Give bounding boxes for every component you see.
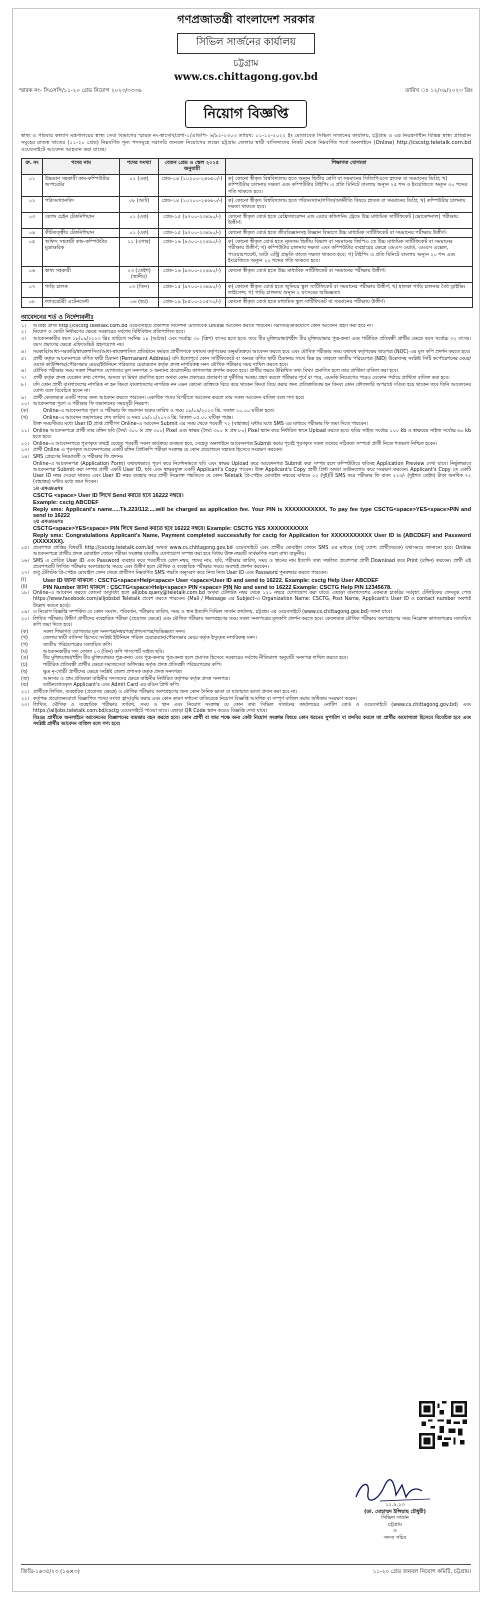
term-number: ১২। <box>21 441 29 447</box>
term-text: ক্ষুদ্র নৃ-গোষ্ঠী প্রার্থীদের ক্ষেত্রে সংশ্লিষ্ট জেলা প্রশাসক কর্তৃক প্রদত্ত সনদপত্র। <box>43 669 183 675</box>
footer-divider <box>21 1564 471 1565</box>
row-pay-grade: গ্রেড-১৪ (১০২০০-২৪৬৮০/-) <box>159 197 226 213</box>
committee-name: ১১-২০ গ্রেড জনবল নিয়োগ কমিটি, চট্টগ্রাম। <box>372 1569 471 1575</box>
term-text: শুধু টেলিটক প্রি-পেইড মোবাইল ফোন থেকে প্রার্থীগণ নিম্নবর্ণিত SMS পদ্ধতি অনুসরণ করে নিজ নিজ User ID এবং Password পুনরুদ্ধার করতে পারবেন। <box>33 571 328 577</box>
row-qualification: কোনো স্বীকৃত বোর্ড হতে উচ্চ মাধ্যমিক সার্টিফিকেট বা সমমানের পরীক্ষায় উত্তীর্ণ। <box>226 266 473 282</box>
table-row <box>22 197 473 213</box>
row-post-name: অফিস সহকারী কাম-কম্পিউটার মুদ্রাক্ষরিক <box>43 238 120 267</box>
term-text: Online-এ আবেদনপত্রে পূরণকৃত তথ্যই যেহেতু পরবর্তী সকল কার্যক্রমে ব্যবহৃত হবে, সেহেতু অনলাইনে আবেদনপত্র Submit করার পূর্বেই পূরণকৃত সকল তথ্যের সঠিকতা সম্পর্কে প্রার্থী নিজে শতভাগ নিশ্চিত হবেন। <box>33 441 437 447</box>
term-number: ২২। <box>21 696 29 702</box>
row-pay-grade: গ্রেড-১৫ (৯৭০০-২৩৪৯০/-) <box>159 228 226 237</box>
term-text: বিঃদ্রঃ প্রার্থীকে অনলাইনে আবেদনের বিজ্ঞাপনের ব্যয়ভার বহন করতে হবে। কোন প্রার্থী বা তার পক্ষে অন্য কেউ নিয়োগ সংক্রান্ত বিষয়ে কোন ধরনের সুপারিশ বা তদবির করলে তা প্রার্থীর অযোগ্যতা হিসেবে বিবেচিত হবে এবং সংশ্লিষ্ট প্রার্থীর আবেদন বাতিল বলে গণ্য হবে। <box>33 716 471 728</box>
table-header-row <box>22 159 473 175</box>
row-post-name: গাড়ি চালক <box>43 282 120 298</box>
term-item <box>21 422 471 428</box>
term-item <box>21 643 471 649</box>
term-item <box>21 663 471 669</box>
term-text: সকল শিক্ষাগত যোগ্যতার মূল সনদপত্র/নম্বরপত্র/প্রশংসাপত্র/অভিজ্ঞতা সনদ। <box>43 629 186 635</box>
term-text: SMS প্রেরণের নিয়মাবলী ও পরীক্ষার ফি প্রদানঃ <box>33 455 124 461</box>
term-text: জেলার স্থায়ী বাসিন্দা হিসেবে সংশ্লিষ্ট ইউনিয়ন পরিষদ চেয়ারম্যান/পৌরসভার মেয়র কর্তৃক ইস্যুকৃত নাগরিকত্ব সনদ। <box>43 636 257 642</box>
office-name: সিভিল সার্জনের কার্যালয় <box>177 33 314 54</box>
term-text: প্রার্থী কেবলমাত্র একটি পদের জন্য আবেদন করতে পারবেন। একাধিক পদের বিপরীতে আবেদন করলে তার সকল আবেদন বাতিল বলে গণ্য হবে। <box>33 395 305 401</box>
row-qualification: ক) কোনো স্বীকৃত বোর্ড হতে জুনিয়র স্কুল সার্টিফিকেট বা সমমানের পরীক্ষায় উত্তীর্ণ; খ) হালকা গাড়ি চালনার বৈধ ড্রাইভিং লাইসেন্স; গ) গাড়ি চালনায় অন্যূন ২ বৎসরের অভিজ্ঞতা। <box>226 282 473 298</box>
term-text: ২য় এসএমএসঃ <box>33 519 64 525</box>
signature-icon <box>350 1477 440 1505</box>
term-item <box>21 683 471 689</box>
row-serial: ০৭ <box>22 282 43 298</box>
term-number: ১৬। <box>21 558 29 564</box>
table-row <box>22 238 473 267</box>
row-post-count: ০১ (এক) <box>120 228 159 237</box>
row-pay-grade: গ্রেড-১৯ (৮৫০০-২০৫৭০/-) <box>159 298 226 307</box>
term-text: User ID জানা থাকলে : CSCTG<space>Help<space> User <space>User ID and send to 16222. Example: csctg Help User ABCDEF <box>43 578 379 584</box>
term-number: ৭। <box>21 376 26 382</box>
row-qualification: ক) কোনো স্বীকৃত বিশ্ববিদ্যালয় হতে পরিসংখ্যান/গণিত/অর্থনীতি বিষয়ে স্নাতক বা সমমানের ডিগ্রি; খ) কম্পিউটার চালনায় দক্ষতা থাকতে হবে। <box>226 197 473 213</box>
row-post-name: ল্যাবরেটরী এটেনডেন্ট <box>43 298 120 307</box>
row-post-count: ০১ (এক) <box>120 174 159 196</box>
city-name: চট্টগ্রাম <box>233 59 259 69</box>
term-item <box>21 402 471 408</box>
term-number: ২৩। <box>21 703 29 709</box>
term-item <box>21 416 471 422</box>
footer <box>21 1569 471 1577</box>
term-item <box>21 487 471 493</box>
table-row <box>22 228 473 237</box>
term-text: লিখিত, মৌখিক ও ব্যবহারিক পরীক্ষার তারিখ, সময় ও স্থান এবং নিয়োগ সংক্রান্ত যে কোন তথ্য সিভিল সার্জনের কার্যালয়ের নোটিশ বোর্ড ও ওয়েবসাইটে (www.cs.chittagong.gov.bd) এবং https://alljobs.teletalk.com.bd/csctg ওয়েবসাইটে পাওয়া যাবে। এছাড়া QR Code স্ক্যান করেও বিজ্ঞপ্তি দেখা যাবে। <box>33 703 471 715</box>
row-qualification: ক) কোনো স্বীকৃত বোর্ড হতে ন্যূনতম দ্বিতীয় বিভাগ বা সমমানের জিপিএ তে উচ্চ মাধ্যমিক সার্টিফিকেট বা সমমানের পরীক্ষায় উত্তীর্ণ; খ) কম্পিউটার চালনায় দক্ষতা এবং কম্পিউটার ব্যবহারের ক্ষেত্রে এমএস ওয়ার্ড, এমএস এক্সেল, পাওয়ারপয়েন্ট, ডাটা এন্ট্রি প্রভৃতি কাজে দক্ষতা থাকতে হবে; গ) টাইপিং এ প্রতি মিনিটে বাংলায় অন্যূন ২০ শব্দ এবং ইংরেজিতে অন্যূন ২০ শব্দের গতি থাকতে হবে। <box>226 238 473 267</box>
row-post-name: কোল্ড চেইন টেকনিশিয়ান <box>43 212 120 228</box>
posts-table-body <box>22 174 473 307</box>
term-item <box>21 330 471 336</box>
term-text: Online-এ আবেদন করতে কোনো অসুবিধা হলে alljobs.query@teletalk.com.bd অথবা টেলিটক নম্বর থেকে ১২১ নম্বরে যোগাযোগ করা যাবে। এছাড়া বাংলাদেশের একমাত্র চাকরির সর্ববৃহৎ টেলিটকের ফেসবুক পেজ https://www.facebook.com/alljobsbd Teletalk প্রবেশ করতে পারবেন। (Mail / Message এর Subject-এ Organization Name: CSCTG, Post Name, Applicant's User ID ও contact number অবশ্যই উল্লেখ করতে হবে)। <box>33 591 471 609</box>
term-text: আনসার ও গ্রাম প্রতিরক্ষা বাহিনীর সদস্যদের ক্ষেত্রে বাহিনীর নির্ধারিত কর্তৃপক্ষ কর্তৃক প্রদত্ত সনদপত্র। <box>43 676 230 682</box>
term-number <box>21 422 33 428</box>
memo-line <box>19 88 473 96</box>
table-row <box>22 174 473 196</box>
row-post-count: ২৩ (তেইশ) (স্থানীয়) <box>120 266 159 282</box>
term-text: মৌখিক পরীক্ষার সময় সকল শিক্ষাগত যোগ্যতার মূল সনদপত্র ও অন্যান্য প্রয়োজনীয় কাগজপত্র প্রদর্শন করতে হবে। প্রার্থীর ফরমে উল্লিখিত তথ্য মিথ্যা প্রমাণিত হলে তার প্রার্থিতা বাতিল করা হবে। <box>33 369 399 375</box>
term-item <box>21 357 471 369</box>
term-item <box>21 716 471 728</box>
term-item <box>21 429 471 441</box>
term-item <box>21 409 471 415</box>
term-number: ৪। <box>21 349 26 355</box>
row-post-name: উচ্চমান সহকারী কাম-কম্পিউটার অপারেটর <box>43 174 120 196</box>
term-number: (i) <box>21 578 27 583</box>
term-text: শারীরিক প্রতিবন্ধী প্রার্থীর ক্ষেত্রে সমাজসেবা অধিদপ্তর কর্তৃক প্রদত্ত প্রতিবন্ধী পরিচয়পত্রের কপি। <box>43 663 222 669</box>
term-item <box>21 493 471 499</box>
row-qualification: ক) কোনো স্বীকৃত বিশ্ববিদ্যালয় হতে অন্যূন দ্বিতীয় শ্রেণি বা সমমানের সিজিপিএতে স্নাতক বা সমমানের ডিগ্রি; খ) কম্পিউটার চালনায় দক্ষতা এবং কম্পিউটার টাইপিং এ প্রতি মিনিটে বাংলায় অন্যূন ২৫ শব্দ ও ইংরেজিতে অন্যূন ৩০ শব্দের গতি থাকতে হবে। <box>226 174 473 196</box>
table-header: ক্র. নং <box>22 159 43 175</box>
term-text: Reply sms: Congratulations Applicant's Name, Payment completed successfully for csctg for Application for XXXXXXXXXXX User ID is (ABCDEF) and Password (XXXXXXX). <box>33 532 471 546</box>
term-text: Online-এ আবেদনপত্র পূরণ ও পরীক্ষার ফি জমাদান শুরুর তারিখ ও সময় ১৮/০৯/২০২৩ খ্রি. সকাল ১০.০০ ঘটিকা হতে। <box>43 408 275 414</box>
term-text: জাতীয় পরিচয়পত্রের সত্যায়িত কপি। <box>43 643 113 649</box>
term-text: আবেদনপত্র পূরণ ও পরীক্ষার ফি জমাদানের সময়সূচী নিম্নরূপ: <box>33 402 150 408</box>
table-row <box>22 298 473 307</box>
term-number: ১৮। <box>21 591 29 597</box>
signatory-city: চট্টগ্রাম <box>388 1521 402 1528</box>
term-text: প্রার্থী Online এ পূরণকৃত আবেদনপত্রের একটি রঙ্গিন প্রিন্টকপি পরীক্ষা সংক্রান্ত যে কোন প্রয়োজনে সহায়ক হিসেবে সংরক্ষণ করবেন। <box>33 448 283 454</box>
term-number: (চ) <box>21 663 28 669</box>
row-pay-grade: গ্রেড-১৪ (১০২০০-২৪৬৮০/-) <box>159 174 226 196</box>
term-number: ২। <box>21 330 26 336</box>
signatory-conjunction: ও <box>393 1528 397 1534</box>
row-pay-grade: গ্রেড-১৫ (৯৭০০-২৩৪৯০/-) <box>159 212 226 228</box>
term-number <box>21 526 33 532</box>
term-item <box>21 585 471 591</box>
term-text: প্রার্থী কর্তৃক আবেদনপত্রে বর্ণিত স্থায়ী ঠিকানা (Permanent Address) যদি ইতোপূর্বে কোন সার্টিফিকেটে বা অন্যত্র বর্ণিত স্থায়ী ঠিকানার সাথে ভিন্ন হয় তাহলে জাতীয় পরিচয়পত্র (NID) উল্লেখসহ সংশ্লিষ্ট সিটি কর্পোরেশনের মেয়র/ওয়ার্ড কাউন্সিলর/পৌরসভার মেয়র/ইউনিয়ন পরিষদের চেয়ারম্যান কর্তৃক প্রদত্ত নাগরিকত্ব সনদ মৌখিক পরীক্ষার সময় দাখিল করতে হবে। <box>33 356 471 368</box>
term-item <box>21 571 471 577</box>
row-serial: ০৬ <box>22 266 43 282</box>
term-text: প্রার্থী কর্তৃক প্রদত্ত যেকোন তথ্য গোপন, অসত্য বা মিথ্যা প্রমাণিত হলে অথবা কোন প্রকারের প্রতারণা বা দুর্নীতির আশ্রয় গ্রহণ করলে পরীক্ষার পূর্বে বা পরে, এমনকি নিয়োগের পরেও যেকোন পর্যায়ে প্রার্থিতা বাতিল করা হবে। <box>33 376 450 382</box>
signature-date: ১২.৯.২৩ <box>385 1502 405 1508</box>
term-text: নিয়োগ ও কোটা নির্ধারণের ক্ষেত্রে সরকারের সর্বশেষ বিধিবিধান প্রতিপালিত হবে। <box>33 330 185 336</box>
term-number: ১৫। <box>21 545 29 551</box>
term-number: ১৩। <box>21 448 29 454</box>
term-number <box>21 500 33 506</box>
terms-list <box>21 324 471 1320</box>
term-number: (ঙ) <box>21 656 29 662</box>
term-number <box>21 462 33 486</box>
memo-number: স্মারক নং- সিএসসি/১১-২০ গ্রেড নিয়োগ ২০২৩/৩৩৩৬ <box>19 88 142 94</box>
term-text: উক্ত সময়সীমার মধ্যে User ID প্রাপ্ত প্রার্থীগণ Online-এ আবেদন Submit এর সময় থেকে পরবর্তী ৭২ (বাহাত্তর) ঘন্টার মধ্যে SMS এর মাধ্যমে পরীক্ষার ফি জমা দিতে পারবেন। <box>33 422 368 428</box>
term-number: (ঝ) <box>21 683 29 689</box>
term-text: সরকারি/আধা-সরকারি/স্বায়ত্তশাসিত/আধা-স্বায়ত্তশাসিত প্রতিষ্ঠানে কর্মরত প্রার্থীগণকে যথাযথ কর্তৃপক্ষের অনুমতিক্রমে আবেদন করতে হবে এবং মৌখিক পরীক্ষার সময় যথাযথ কর্তৃপক্ষের ছাড়পত্র (NOC) এর মূল কপি প্রদর্শন করতে হবে। <box>33 349 471 355</box>
term-item <box>21 462 471 486</box>
row-post-count: ০৮ (আট) <box>120 197 159 213</box>
term-item <box>21 526 471 532</box>
term-item <box>21 677 471 683</box>
row-pay-grade: গ্রেড-১৬ (৯৩০০-২২৪৯০/-) <box>159 266 226 282</box>
term-number: ৮। <box>21 382 26 388</box>
term-item <box>21 376 471 382</box>
term-item <box>21 656 471 662</box>
signatory-name: (ডা. মোহাম্মদ ইলিয়াছ চৌধুরী) <box>364 1508 426 1515</box>
term-item <box>21 617 471 629</box>
term-text: আবেদনকারীর বয়স ১৮/০৯/২০২৩ খ্রিঃ তারিখে সর্বনিম্ন ১৮ (আঠার) এবং সর্বোচ্চ ৩০ (ত্রিশ) বৎসর হতে হবে। তবে বীর মুক্তিযোদ্ধা/শহীদ বীর মুক্তিযোদ্ধার পুত্র-কন্যা এবং শারীরিক প্রতিবন্ধী প্রার্থীর ক্ষেত্রে বয়স সর্বোচ্চ ৩২ বৎসর। বয়স প্রমাণের ক্ষেত্রে এফিডেভিট গ্রহণযোগ্য নয়। <box>33 337 471 349</box>
term-text: Example: csctg ABCDEF <box>33 500 99 507</box>
table-header: শিক্ষাগত যোগ্যতা <box>226 159 473 175</box>
term-number: ২১। <box>21 689 29 695</box>
term-text: প্রবেশপত্র প্রাপ্তির বিষয়টি http://cscstg.teletalk.com.bd অথবা www.cs.chittagong.gov.bd ওয়েবসাইটে এবং প্রার্থীর মোবাইল ফোনে SMS এর মাধ্যমে (শুধু যোগ্য প্রার্থীদেরকে) যথাসময়ে জানানো হবে। Online আবেদনপত্রে প্রার্থীর প্রদত্ত মোবাইল ফোনে পরীক্ষা সংক্রান্ত যাবতীয় যোগাযোগ সম্পন্ন করা হবে বিধায় উক্ত নম্বরটি সার্বক্ষণিক সচল রাখা বাঞ্ছনীয়। <box>33 545 471 557</box>
term-text: কর্তৃপক্ষ প্রয়োজনবোধে বিজ্ঞাপিত পদের সংখ্যা হ্রাস/বৃদ্ধি করার এবং কোন কারণ দর্শানো ব্যতিরেকে নিয়োগ বিজ্ঞপ্তি আংশিক বা সম্পূর্ণ বাতিল করার অধিকার সংরক্ষণ করেন। <box>33 696 358 702</box>
row-post-count: ১১ (এগার) <box>120 238 159 267</box>
term-number: (ছ) <box>21 669 28 675</box>
term-number: ১০। <box>21 402 29 408</box>
term-text: ১ম এসএমএসঃ <box>33 486 63 492</box>
term-item <box>21 578 471 584</box>
row-qualification: কোনো স্বীকৃত বোর্ড হতে রেফ্রিজারেশন এন্ড এয়ার কন্ডিশনিং ট্রেডে উচ্চ মাধ্যমিক সার্টিফিকেট (ভোকেশনাল) পরীক্ষায় উত্তীর্ণ। <box>226 212 473 228</box>
term-number: (খ) <box>21 415 28 421</box>
term-item <box>21 337 471 349</box>
term-number: ২০। <box>21 616 29 622</box>
term-text: Online-এ আবেদন জমাদানের শেষ তারিখ ও সময় ০৯/১০/২০২৩ খ্রি. বিকাল ০৫.০০ ঘটিকা পর্যন্ত। <box>43 415 233 421</box>
posts-table <box>21 158 473 308</box>
term-item <box>21 369 471 375</box>
term-number: (জ) <box>21 676 30 682</box>
term-text: যদি কোন প্রার্থী বাংলাদেশের নাগরিক না হন কিংবা বাংলাদেশের নাগরিক নন এমন কোনো ব্যক্তিকে বিয়ে করে থাকেন কিংবা বিয়ে করার জন্য প্রতিশ্রুতিবদ্ধ হন কিংবা কোন ফৌজদারি অপরাধে দণ্ডিত হয়ে থাকেন তবে তিনি আবেদনের যোগ্য বলে বিবেচিত হবেন না। <box>33 382 471 394</box>
term-item <box>21 350 471 356</box>
signatory-title: সিভিল সার্জন <box>381 1515 409 1521</box>
term-text: বীর মুক্তিযোদ্ধা/শহীদ বীর মুক্তিযোদ্ধার পুত্র-কন্যা এবং পুত্র-কন্যার পুত্র-কন্যা হলে প্রমাণক হিসেবে সরকারের সর্বশেষ নীতিমালা অনুযায়ী সনদপত্র দাখিল করতে হবে। <box>43 656 349 662</box>
term-item <box>21 690 471 696</box>
term-text: লিখিত পরীক্ষায় উত্তীর্ণ প্রার্থীদের ব্যবহারিক পরীক্ষা (প্রযোজ্য ক্ষেত্রে) এবং মৌখিক পরীক্ষায় অংশগ্রহণের সময় সকল সনদপত্রের মূলকপি প্রদর্শন করতে হবে। কেবলমাত্র মৌখিক পরীক্ষায় অংশগ্রহণের সময় নিম্নোক্ত কাগজপত্রের সত্যায়িত কপি জমা দিতে হবে। <box>33 616 471 629</box>
term-item <box>21 703 471 715</box>
term-text: আবেদনকারীর সদ্য তোলা ০৩ (তিন) কপি পাসপোর্ট সাইজ ছবি। <box>43 649 164 655</box>
row-serial: ০৫ <box>22 238 43 267</box>
term-text: এ নিয়োগ বিজ্ঞপ্তি সম্পর্কিত যে কোন সংবাদ, পরিবর্তন, পরীক্ষার তারিখ, সময় ও স্থান ইত্যাদি সিভিল সার্জন কার্যালয়, চট্টগ্রাম এর ওয়েবসাইটে (www.cs.chittagong.gov.bd) জানা যাবে। <box>33 610 393 616</box>
term-item <box>21 442 471 448</box>
qr-code-icon <box>419 1401 467 1449</box>
term-item <box>21 520 471 526</box>
term-number: (গ) <box>21 643 28 649</box>
row-serial: ০১ <box>22 174 43 196</box>
row-post-count: ০৬ (ছয়) <box>120 298 159 307</box>
term-number: (খ) <box>21 636 28 642</box>
term-number: (ii) <box>21 584 28 590</box>
term-number <box>21 507 33 519</box>
term-item <box>21 546 471 558</box>
term-text: PIN Number জানা থাকলে : CSCTG<space>Help<space> PIN <space> PIN No and send to 16222 Example: CSCTG Help PIN 12345678. <box>43 584 392 591</box>
notice-title: নিয়োগ বিজ্ঞপ্তি <box>185 100 307 128</box>
table-row <box>22 266 473 282</box>
term-item <box>21 396 471 402</box>
table-row <box>22 282 473 298</box>
term-item <box>21 650 471 656</box>
term-text: Online-এ আবেদনপত্র (Application Form) যথাযথভাবে পূরণ করে নির্দেশনামতে ছবি এবং স্বাক্ষর Upload করে আবেদনপত্র Submit করা সম্পন্ন হলে কম্পিউটারে ছবিসহ Application Preview দেখা যাবে। নির্ভুলভাবে আবেদনপত্র Submit করা সম্পন্ন প্রার্থী একটি User ID, ছবি এবং স্বাক্ষরযুক্ত একটি Applicant's Copy পাবেন। উক্ত Applicant's Copy প্রার্থী প্রিন্ট অথবা ডাউনলোড করে সংরক্ষণ করবেন। Applicant's Copy তে একটি User ID নম্বর দেওয়া থাকবে এবং User ID নম্বর ব্যবহার করে প্রার্থী নিম্নোক্ত পদ্ধতিতে যে কোন Teletalk প্রি-পেইড মোবাইল নম্বরের মাধ্যমে ০২ (দুই)টি SMS করে পরীক্ষার ফি বাবদ ২২৩/- (দুইশত তেইশ) টাকা অনধিক ৭২ (বাহাত্তর) ঘন্টার মধ্যে জমা দিবেন। <box>33 461 471 486</box>
row-pay-grade: গ্রেড-১৫ (৯৭০০-২৩৪৯০/-) <box>159 282 226 298</box>
term-item <box>21 448 471 454</box>
term-number: ১৭। <box>21 571 29 577</box>
term-text: Reply sms: Applicant's name.....Tk.223/112.....will be charged as application fee. Your PIN is XXXXXXXXXXX. To pay fee type CSCTG<space>YES<space>PIN and send to 16222 <box>33 506 471 519</box>
table-header: বেতন গ্রেড ও স্কেল ২০১৫ অনুযায়ী <box>159 159 226 175</box>
term-number: (ক) <box>21 629 29 635</box>
row-qualification: কোনো স্বীকৃত বোর্ড হতে জীববিজ্ঞানসহ বিজ্ঞান বিভাগে উচ্চ মাধ্যমিক সার্টিফিকেট বা সমমানের পরীক্ষায় উত্তীর্ণ। <box>226 228 473 237</box>
term-item <box>21 500 471 506</box>
row-pay-grade: গ্রেড-১৬ (৯৩০০-২২৪৯০/-) <box>159 238 226 267</box>
term-item <box>21 559 471 571</box>
table-header: পদের সংখ্যা <box>120 159 159 175</box>
row-serial: ০৩ <box>22 212 43 228</box>
term-text: CSCTG<space>YES<space> PIN লিখে Send করতে হবে 16222 নম্বরে। Example: CSCTG YES XXXXXXXXXXX <box>33 526 309 533</box>
term-text: প্রার্থীকে লিখিত, ব্যবহারিক (প্রযোজ্য ক্ষেত্রে) ও মৌখিক পরীক্ষায় অংশগ্রহণের জন্য কোন দৈনিক ভাতা বা যাতায়াত ভাতা প্রদান করা হবে না। <box>33 689 297 695</box>
intro-paragraph: স্বাস্থ্য ও পরিবার কল্যাণ মন্ত্রণালয়ের স্বাস্থ্য সেবা বিভাগের স্মারক নং-স্বাসেবি/প্রশা-১/এডিপি- ৬/৯২-২৩০৩ তারিখ: ০১-১২-২০২২ ইং মোতাবেক সিভিল সার্জনের কার্যালয়, চট্টগ্রাম ও এর নিয়ন্ত্রণাধীন বিভিন্ন স্বাস্থ্য প্রতিষ্ঠান সমূহের রাজস্ব খাতের (১১-২০ গ্রেড) নিম্নবর্ণিত শূন্য পদসমূহে সরাসরি জনবল নিয়োগের লক্ষ্যে চট্টগ্রাম জেলার স্থায়ী বাসিন্দাদের নিকট থেকে নিম্নবর্ণিত শর্তে অনলাইনে (Online) http://cscstg.teletalk.com.bd ওয়েবসাইটে আবেদন আহবান করা যাচ্ছে। <box>21 133 471 153</box>
term-item <box>21 636 471 642</box>
term-number: ৯। <box>21 395 26 401</box>
term-number: ১। <box>21 323 26 329</box>
row-post-count: ০৩ (তিন) <box>120 282 159 298</box>
signature-block <box>325 1477 465 1541</box>
row-post-name: কীটতত্ত্বীয় টেকনিশিয়ান <box>43 228 120 237</box>
term-number <box>21 716 33 728</box>
term-number <box>21 533 33 545</box>
term-item <box>21 610 471 616</box>
memo-date: তারিখ ঃ ১২/০৯/২০২৩ খ্রিঃ <box>405 88 473 94</box>
term-item <box>21 455 471 461</box>
term-item <box>21 507 471 519</box>
row-serial: ০৮ <box>22 298 43 307</box>
term-number: ৬। <box>21 369 26 375</box>
row-qualification: কোনো স্বীকৃত বোর্ড হতে মাধ্যমিক স্কুল সার্টিফিকেট বা সমমানের পরীক্ষায় উত্তীর্ণ। <box>226 298 473 307</box>
row-post-name: পরিসংখ্যানবিদ <box>43 197 120 213</box>
table-row <box>22 212 473 228</box>
term-number: ৩। <box>21 337 26 343</box>
term-item <box>21 670 471 676</box>
term-text: CSCTG <space> User ID লিখে Send করতে হবে 16222 নম্বরে। <box>33 493 184 500</box>
gd-number: জিডি-১৬৩৫/২৩ (১৬×৩) <box>21 1569 80 1575</box>
term-item <box>21 533 471 545</box>
term-number: ১৪। <box>21 455 29 461</box>
term-number: (ঘ) <box>21 649 28 655</box>
term-text: আগ্রহী প্রার্থী http://cscstg.teletalk.com.bd ওয়েবসাইটে প্রকাশিত নির্দেশনা মোতাবেক Online আবেদন করতে পারবেন। সরাসরি/ডাকযোগে কোন আবেদন গ্রহণ করা হবে না। <box>33 323 373 329</box>
website-link[interactable]: www.cs.chittagong.gov.bd <box>174 72 318 83</box>
table-header: পদের নাম <box>43 159 120 175</box>
term-number: (ক) <box>21 408 29 414</box>
term-item <box>21 697 471 703</box>
term-text: ডাউনলোডকৃত Applicant's এবং Admit Card এর রঙিন প্রিন্ট কপি। <box>43 683 180 689</box>
terms-heading: আবেদনের শর্ত ও নির্দেশাবলীঃ <box>21 313 94 321</box>
term-text: Online আবেদনপত্রে প্রার্থী তার রঙ্গিন ছবি (দৈর্ঘ্য ৩০০ × প্রস্থ ৩০০) Pixel এবং স্বাক্ষর (দৈর্ঘ্য ৩০০ × প্রস্থ ৮০) Pixel স্ক্যান করে নির্ধারিত স্থানে Upload করতে হবে। ছবির সাইজ সর্বোচ্চ ১০০ kb ও স্বাক্ষরের সাইজ সর্বোচ্চ ৬০ kb হতে হবে। <box>33 428 471 441</box>
term-item <box>21 630 471 636</box>
row-post-count: ০১ (এক) <box>120 212 159 228</box>
term-number: ১৯। <box>21 610 29 616</box>
term-number <box>21 493 33 499</box>
government-name: গণপ্রজাতন্ত্রী বাংলাদেশ সরকার <box>177 13 315 26</box>
letterhead <box>13 11 479 83</box>
row-post-name: স্বাস্থ্য সহকারী <box>43 266 120 282</box>
term-item <box>21 383 471 395</box>
row-serial: ০৪ <box>22 228 43 237</box>
term-number: ১১। <box>21 428 29 434</box>
signatory-role: সদস্য সচিব <box>383 1534 407 1541</box>
term-number <box>21 520 33 526</box>
term-text: SMS এ প্রেরিত User ID এবং Password ব্যবহার করে পরবর্তীতে রোল নম্বর, পদের নাম, ছবি, পরীক্ষার তারিখ, সময় ও স্থানের নাম ইত্যাদি তথ্য সম্বলিত প্রবেশপত্র প্রার্থী Download করে Print (রঙ্গিন) করবেন। প্রার্থী এই প্রবেশপত্রটি লিখিত পরীক্ষায় অংশগ্রহণের সময়ে এবং উত্তীর্ণ হলে মৌখিক ও ব্যবহারিক পরীক্ষার সময়ে অবশ্যই প্রদর্শন করবেন। <box>33 558 471 570</box>
term-number <box>21 487 33 493</box>
notice-page <box>12 8 480 1592</box>
row-serial: ০২ <box>22 197 43 213</box>
term-item <box>21 324 471 330</box>
term-item <box>21 591 471 609</box>
term-number: ৫। <box>21 356 26 362</box>
